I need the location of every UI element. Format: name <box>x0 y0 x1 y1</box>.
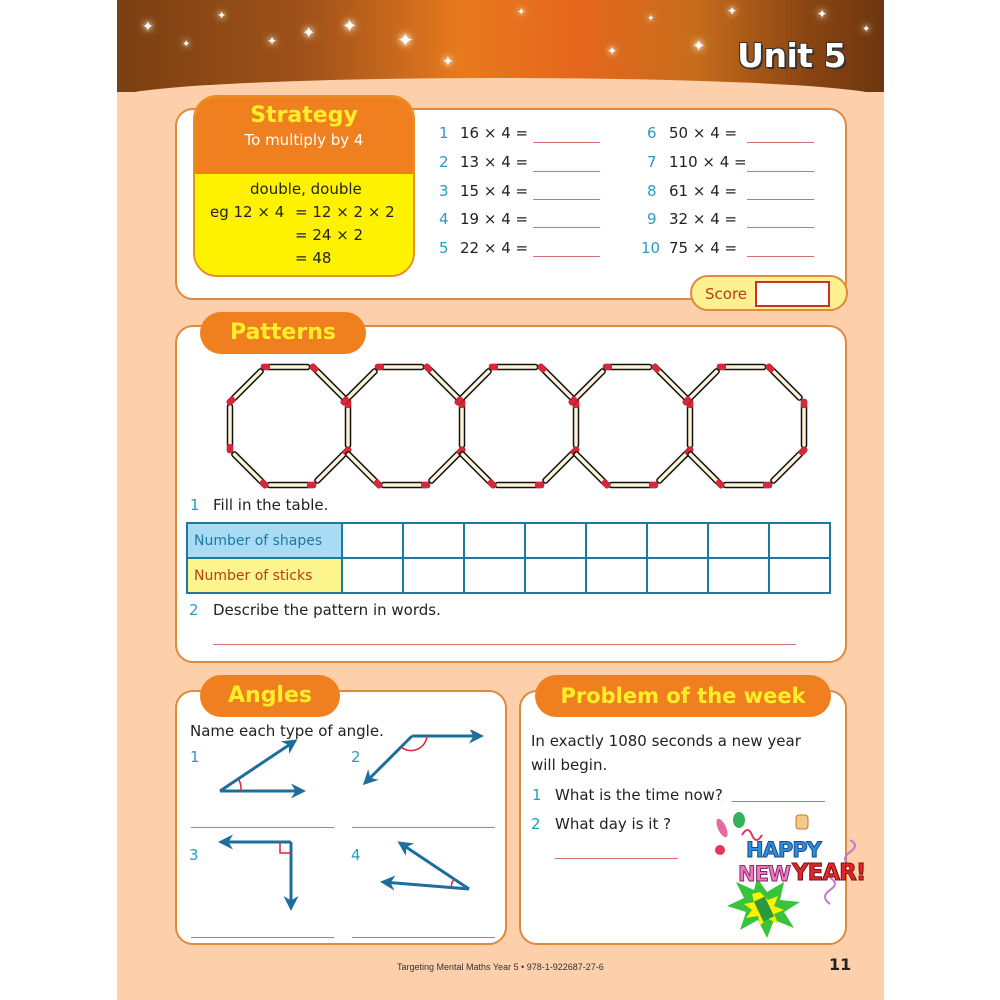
sparkle-icon: ✦ <box>647 14 655 24</box>
sparkle-icon: ✦ <box>267 34 278 48</box>
sparkle-icon: ✦ <box>342 16 358 37</box>
sparkle-icon: ✦ <box>442 54 454 70</box>
patterns-table <box>186 522 831 594</box>
angle-4-acute <box>383 843 469 889</box>
question-text: 32 × 4 = <box>669 210 738 228</box>
answer-line[interactable] <box>533 171 600 172</box>
sparkle-icon: ✦ <box>607 44 618 58</box>
table-cell[interactable] <box>708 558 769 593</box>
table-cell[interactable] <box>342 523 403 558</box>
strategy-subtitle: To multiply by 4 <box>244 131 364 149</box>
clipart-new-text: NEW <box>738 862 791 886</box>
table-row <box>187 523 830 558</box>
sparkle-icon: ✦ <box>142 19 154 35</box>
happy-new-year-clipart <box>712 810 872 940</box>
clipart-year-text: YEAR! <box>792 860 866 886</box>
page-number: 11 <box>829 955 852 974</box>
table-cell[interactable] <box>342 558 403 593</box>
question-number: 8 <box>647 182 657 200</box>
question-number: 2 <box>189 601 199 619</box>
strategy-step: = 24 × 2 <box>295 226 364 244</box>
answer-line[interactable] <box>352 937 495 938</box>
table-cell[interactable] <box>586 558 647 593</box>
angle-1-acute <box>220 741 303 791</box>
question-number: 3 <box>189 846 199 864</box>
score-label: Score <box>705 285 748 303</box>
angle-3-right <box>221 842 291 908</box>
answer-line[interactable] <box>747 199 814 200</box>
answer-line[interactable] <box>747 227 814 228</box>
table-cell[interactable] <box>647 558 708 593</box>
answer-line[interactable] <box>533 199 600 200</box>
question-text: 15 × 4 = <box>460 182 529 200</box>
header-banner <box>117 0 884 92</box>
sparkle-icon: ✦ <box>862 24 871 35</box>
angles-instruction: Name each type of angle. <box>190 722 384 740</box>
strategy-method: double, double <box>250 180 362 198</box>
table-cell[interactable] <box>403 523 464 558</box>
question-number: 1 <box>190 748 200 766</box>
question-number: 2 <box>439 153 449 171</box>
table-cell[interactable] <box>647 523 708 558</box>
question-number: 3 <box>439 182 449 200</box>
question-text: 19 × 4 = <box>460 210 529 228</box>
answer-line[interactable] <box>732 801 825 802</box>
answer-line[interactable] <box>213 644 796 645</box>
question-text: 13 × 4 = <box>460 153 529 171</box>
question-number: 7 <box>647 153 657 171</box>
question-number: 1 <box>532 786 542 804</box>
sparkle-icon: ✦ <box>727 4 738 18</box>
sparkle-icon: ✦ <box>692 36 706 55</box>
strategy-step: = 48 <box>295 249 332 267</box>
answer-line[interactable] <box>747 171 814 172</box>
unit-title: Unit 5 <box>737 36 846 75</box>
sparkle-icon: ✦ <box>817 7 828 21</box>
sparkle-icon: ✦ <box>302 23 316 42</box>
clipart-happy-text: HAPPY <box>746 838 821 862</box>
answer-line[interactable] <box>533 227 600 228</box>
answer-line[interactable] <box>747 142 814 143</box>
question-number: 10 <box>641 239 661 257</box>
patterns-q1-text: Fill in the table. <box>213 496 329 514</box>
angles-title: Angles <box>200 675 340 717</box>
question-number: 1 <box>439 124 449 142</box>
question-text: 50 × 4 = <box>669 124 738 142</box>
table-cell[interactable] <box>708 523 769 558</box>
score-input[interactable] <box>755 281 830 307</box>
sparkle-icon: ✦ <box>397 28 414 52</box>
answer-line[interactable] <box>533 142 600 143</box>
question-number: 4 <box>351 846 361 864</box>
strategy-example-prefix: eg 12 × 4 <box>210 203 285 221</box>
answer-line[interactable] <box>191 827 334 828</box>
score-box <box>690 275 848 311</box>
table-cell[interactable] <box>525 523 586 558</box>
sparkle-icon: ✦ <box>217 9 227 22</box>
table-cell[interactable] <box>769 558 830 593</box>
problem-statement-line2: will begin. <box>531 756 608 774</box>
problem-q2-text: What day is it ? <box>555 815 672 833</box>
problem-title: Problem of the week <box>535 675 831 717</box>
strategy-title: Strategy <box>250 103 358 128</box>
question-text: 110 × 4 = <box>669 153 747 171</box>
worksheet-page <box>117 0 884 1000</box>
table-row <box>187 558 830 593</box>
table-cell[interactable] <box>769 523 830 558</box>
table-cell[interactable] <box>586 523 647 558</box>
octagon-stick-pattern <box>222 360 822 490</box>
table-cell[interactable] <box>525 558 586 593</box>
problem-statement-line1: In exactly 1080 seconds a new year <box>531 732 801 750</box>
question-number: 5 <box>439 239 449 257</box>
question-number: 2 <box>531 815 541 833</box>
question-text: 16 × 4 = <box>460 124 529 142</box>
row-label-shapes: Number of shapes <box>187 523 342 558</box>
question-text: 61 × 4 = <box>669 182 738 200</box>
problem-q1-text: What is the time now? <box>555 786 723 804</box>
sparkle-icon: ✦ <box>182 39 191 50</box>
footer-text: Targeting Mental Maths Year 5 • 978-1-922687-27-6 <box>397 962 604 972</box>
answer-line[interactable] <box>747 256 814 257</box>
question-number: 6 <box>647 124 657 142</box>
table-cell[interactable] <box>464 523 525 558</box>
question-text: 75 × 4 = <box>669 239 738 257</box>
answer-line[interactable] <box>191 937 334 938</box>
angle-diagrams <box>175 730 507 940</box>
question-text: 22 × 4 = <box>460 239 529 257</box>
row-label-sticks: Number of sticks <box>187 558 342 593</box>
strategy-step: = 12 × 2 × 2 <box>295 203 395 221</box>
question-number: 4 <box>439 210 449 228</box>
patterns-q2-text: Describe the pattern in words. <box>213 601 441 619</box>
sparkle-icon: ✦ <box>517 7 526 18</box>
strategy-card <box>193 95 415 277</box>
patterns-title: Patterns <box>200 312 366 354</box>
table-cell[interactable] <box>403 558 464 593</box>
question-number: 2 <box>351 748 361 766</box>
answer-line[interactable] <box>533 256 600 257</box>
question-number: 1 <box>190 496 200 514</box>
question-number: 9 <box>647 210 657 228</box>
answer-line[interactable] <box>352 827 495 828</box>
answer-line[interactable] <box>555 858 678 859</box>
table-cell[interactable] <box>464 558 525 593</box>
angle-2-obtuse <box>365 736 481 783</box>
